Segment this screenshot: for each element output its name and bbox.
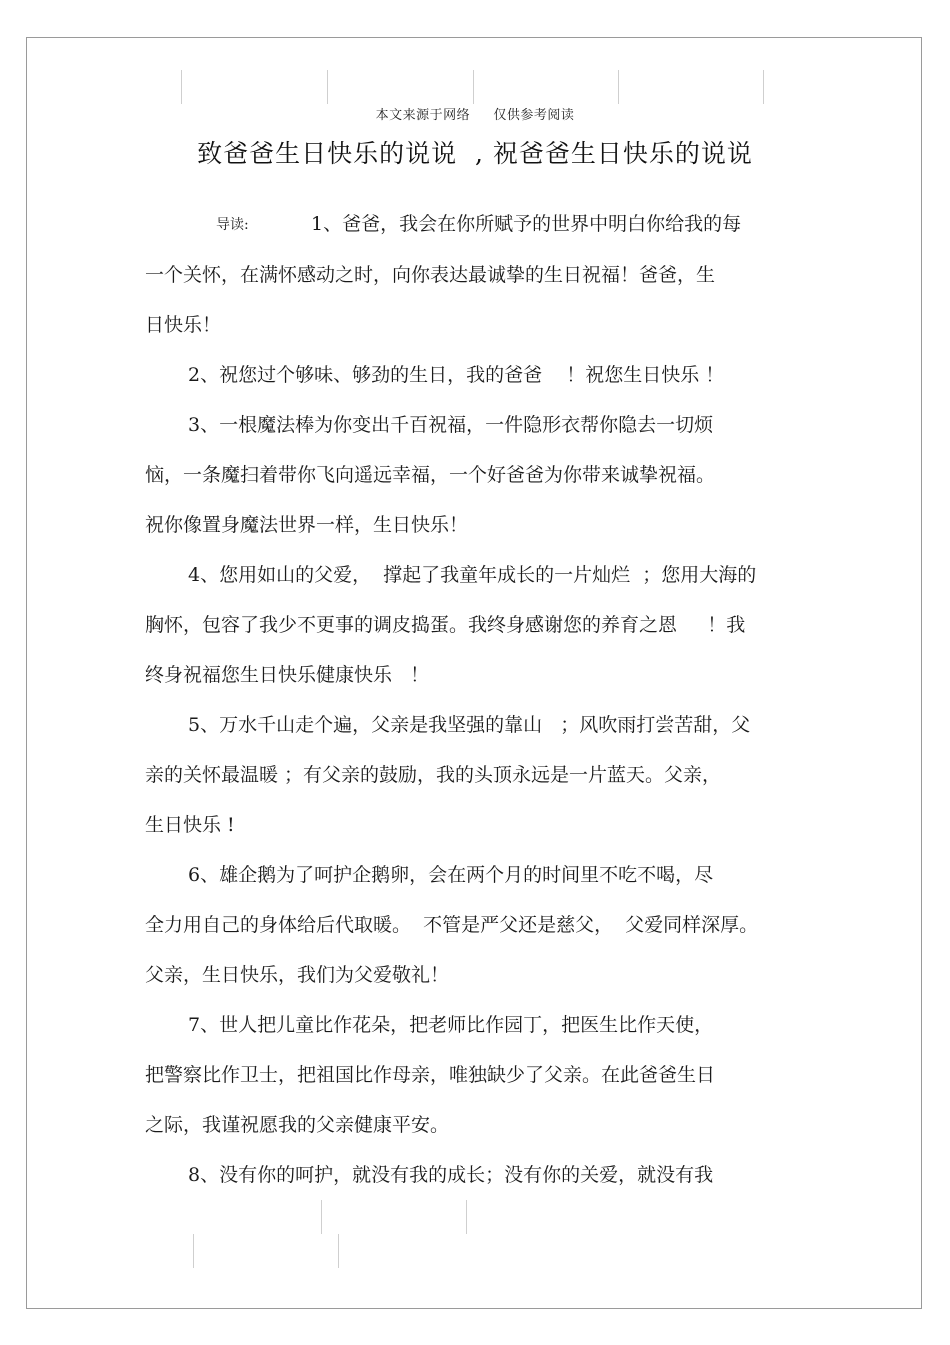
- document-title: 致爸爸生日快乐的说说 , 祝爸爸生日快乐的说说: [197, 139, 753, 168]
- body-line: 全力用自己的身体给后代取暖。 不管是严父还是慈父， 父爱同样深厚。: [145, 914, 759, 936]
- body-line: 把警察比作卫士，把祖国比作母亲，唯独缺少了父亲。在此爸爸生日: [145, 1064, 716, 1086]
- top-tick-mark: [327, 70, 328, 104]
- body-line: 2、祝您过个够味、够劲的生日，我的爸爸 ！祝您生日快乐 ！: [188, 364, 725, 386]
- body-line: 1、爸爸，我会在你所赋予的世界中明白你给我的每: [311, 213, 742, 235]
- bottom-tick-mark: [338, 1234, 339, 1268]
- body-line: 亲的关怀最温暖 ；有父亲的鼓励，我的头顶永远是一片蓝天。父亲，: [145, 764, 722, 786]
- body-line: 6、雄企鹅为了呵护企鹅卵，会在两个月的时间里不吃不喝，尽: [188, 864, 714, 886]
- body-line: 一个关怀，在满怀感动之时，向你表达最诚挚的生日祝福！爸爸，生: [145, 264, 716, 286]
- body-line: 之际，我谨祝愿我的父亲健康平安。: [145, 1114, 450, 1136]
- guide-label: 导读:: [216, 217, 249, 233]
- top-tick-mark: [181, 70, 182, 104]
- top-tick-mark: [618, 70, 619, 104]
- source-note: 本文来源于网络 仅供参考阅读: [375, 108, 575, 123]
- body-line: 7、世人把儿童比作花朵，把老师比作园丁，把医生比作天使，: [188, 1014, 714, 1036]
- body-line: 3、一根魔法棒为你变出千百祝福，一件隐形衣帮你隐去一切烦: [188, 414, 714, 436]
- top-tick-mark: [473, 70, 474, 104]
- bottom-tick-mark: [193, 1234, 194, 1268]
- body-line: 胸怀，包容了我少不更事的调皮捣蛋。我终身感谢您的养育之恩 ！我: [145, 614, 746, 636]
- bottom-tick-mark: [466, 1200, 467, 1234]
- body-line: 8、没有你的呵护，就没有我的成长；没有你的关爱，就没有我: [188, 1164, 714, 1186]
- body-line: 日快乐！: [145, 314, 222, 336]
- top-tick-mark: [763, 70, 764, 104]
- body-line: 5、万水千山走个遍，父亲是我坚强的靠山 ；风吹雨打尝苦甜，父: [188, 714, 751, 736]
- body-line: 4、您用如山的父爱， 撑起了我童年成长的一片灿烂 ；您用大海的: [188, 564, 757, 586]
- body-line: 祝你像置身魔法世界一样，生日快乐！: [145, 514, 469, 536]
- body-line: 父亲，生日快乐，我们为父爱敬礼！: [145, 964, 450, 986]
- body-line: 生日快乐 !: [145, 814, 235, 836]
- bottom-tick-mark: [321, 1200, 322, 1234]
- body-line: 终身祝福您生日快乐健康快乐 ！: [145, 664, 430, 686]
- body-line: 恼，一条魔扫着带你飞向遥远幸福，一个好爸爸为你带来诚挚祝福。: [145, 464, 716, 486]
